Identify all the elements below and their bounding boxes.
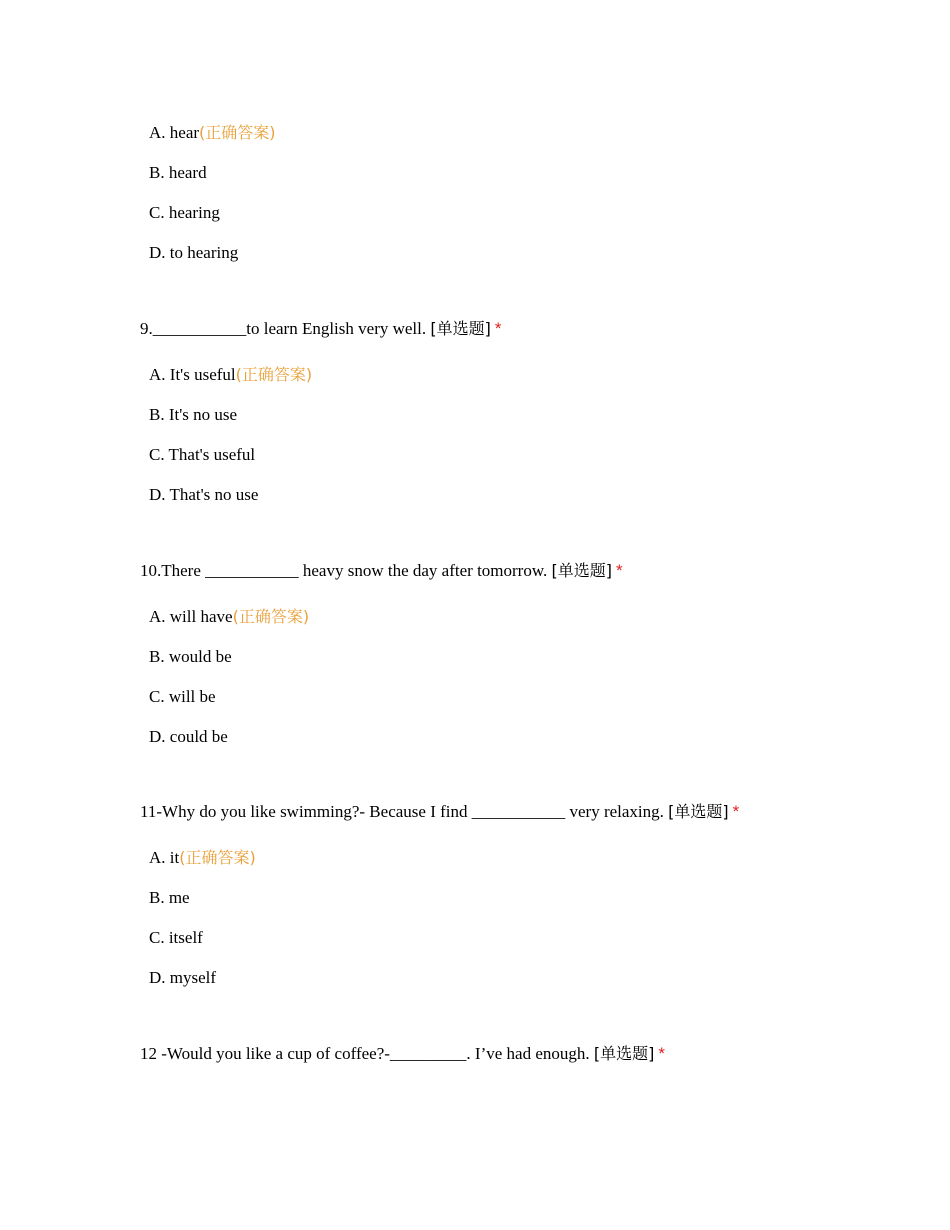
question-text: 12 -Would you like a cup of coffee?-_________. I’ve had enough.	[140, 1044, 594, 1063]
q8-option-b[interactable]	[149, 163, 207, 183]
q10-option-b[interactable]	[149, 647, 232, 667]
question-12-title	[140, 1044, 665, 1064]
option-text: C. That's useful	[149, 445, 256, 464]
option-text: D. That's no use	[149, 485, 259, 504]
question-type-tag: [单选题]	[593, 1044, 655, 1063]
q11-option-c[interactable]	[149, 928, 203, 948]
question-10-title	[140, 561, 623, 581]
question-type-tag: [单选题]	[430, 319, 491, 338]
q10-option-c[interactable]	[149, 687, 216, 707]
q11-option-b[interactable]	[149, 888, 190, 908]
required-marker: *	[494, 319, 502, 338]
correct-answer-mark: (正确答案)	[232, 607, 310, 626]
question-11-title	[140, 802, 739, 822]
option-text: D. could be	[149, 727, 228, 746]
correct-answer-mark: (正确答案)	[235, 365, 313, 384]
q8-option-a[interactable]	[149, 123, 276, 143]
option-text: D. myself	[149, 968, 217, 987]
required-marker: *	[616, 561, 623, 580]
q10-option-d[interactable]	[149, 727, 228, 747]
q9-option-a[interactable]	[149, 365, 312, 385]
question-text: 10.There ___________ heavy snow the day after tomorrow.	[140, 561, 552, 580]
q8-option-d[interactable]	[149, 243, 238, 263]
correct-answer-mark: (正确答案)	[199, 123, 276, 142]
option-text: A. it	[149, 848, 180, 867]
option-text: D. to hearing	[149, 243, 239, 262]
q9-option-d[interactable]	[149, 485, 258, 505]
q10-option-a[interactable]	[149, 607, 309, 627]
correct-answer-mark: (正确答案)	[179, 848, 256, 867]
q11-option-a[interactable]	[149, 848, 256, 868]
option-text: A. hear	[149, 123, 200, 142]
option-text: B. It's no use	[149, 405, 238, 424]
q8-option-c[interactable]	[149, 203, 220, 223]
option-text: B. would be	[149, 647, 232, 666]
q11-option-d[interactable]	[149, 968, 216, 988]
question-text: 11-Why do you like swimming?- Because I find ___________ very relaxing.	[140, 802, 669, 821]
question-type-tag: [单选题]	[551, 561, 613, 580]
option-text: C. will be	[149, 687, 216, 706]
option-text: C. hearing	[149, 203, 220, 222]
option-text: A. will have	[149, 607, 233, 626]
required-marker: *	[732, 802, 740, 821]
question-type-tag: [单选题]	[668, 802, 729, 821]
option-text: B. me	[149, 888, 190, 907]
question-9-title	[140, 319, 502, 339]
q9-option-c[interactable]	[149, 445, 255, 465]
option-text: C. itself	[149, 928, 203, 947]
option-text: B. heard	[149, 163, 207, 182]
q9-option-b[interactable]	[149, 405, 237, 425]
option-text: A. It's useful	[149, 365, 236, 384]
required-marker: *	[658, 1044, 666, 1063]
question-text: 9.___________to learn English very well.	[140, 319, 431, 338]
